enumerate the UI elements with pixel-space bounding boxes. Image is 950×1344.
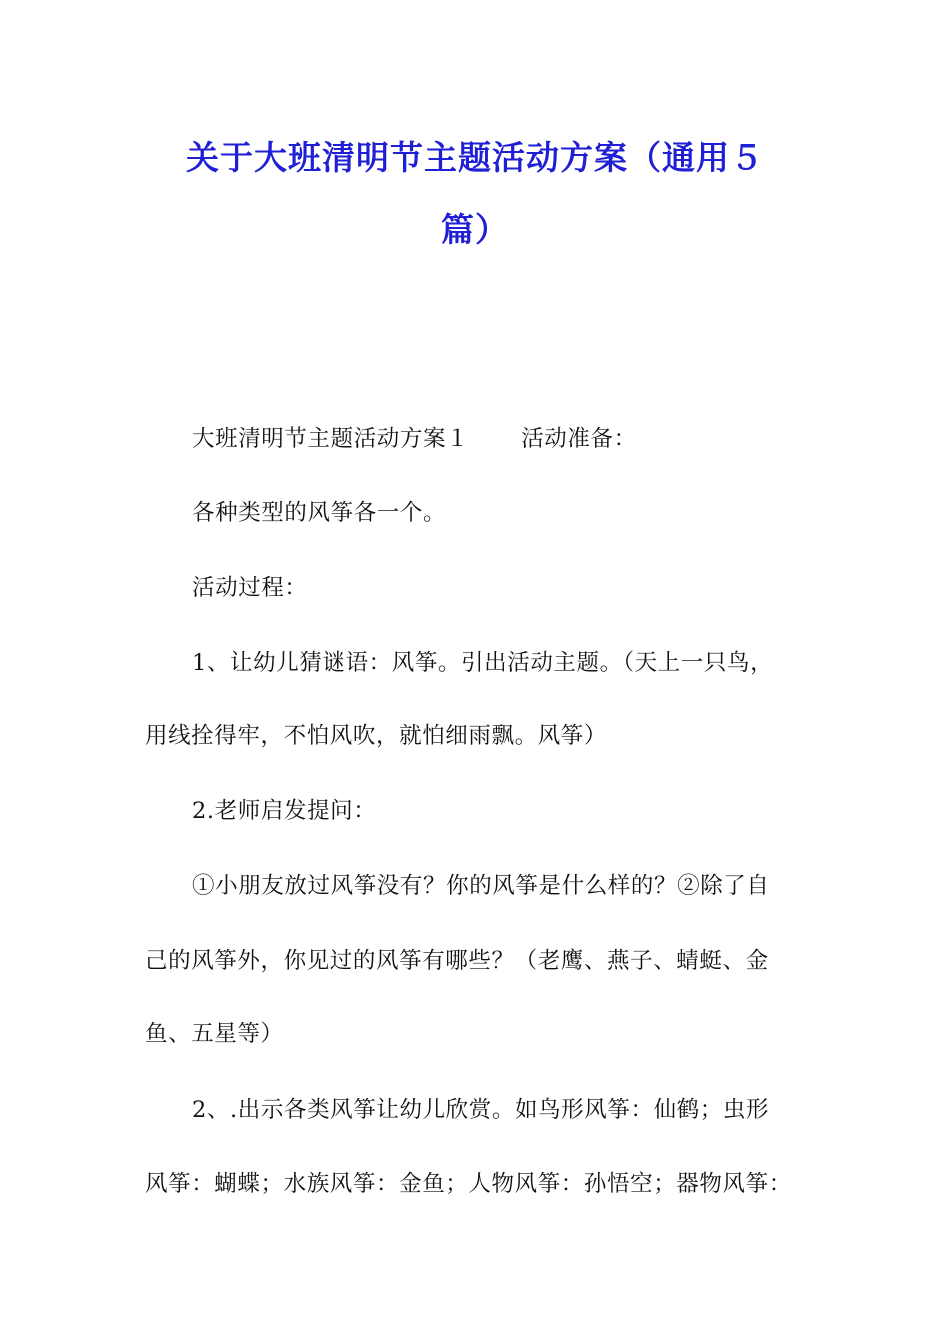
paragraph-line: 各种类型的风筝各一个。 <box>192 500 447 526</box>
paragraph-line: 活动过程： <box>192 575 308 601</box>
paragraph-line: ①小朋友放过风筝没有？你的风筝是什么样的？②除了自 <box>192 873 770 899</box>
paragraph-line: 1、让幼儿猜谜语：风筝。引出活动主题。（天上一只鸟， <box>192 650 774 676</box>
document-title-line-2: 篇） <box>441 210 509 249</box>
section-heading: 大班清明节主题活动方案１ <box>192 426 470 452</box>
paragraph-line: 己的风筝外，你见过的风筝有哪些？（老鹰、燕子、蜻蜓、金 <box>145 948 769 974</box>
paragraph-line: 鱼、五星等） <box>145 1021 284 1047</box>
paragraph-line: 用线拴得牢，不怕风吹，就怕细雨飘。风筝） <box>145 723 608 749</box>
subheading-activity-preparation: 活动准备： <box>521 426 637 452</box>
paragraph-line <box>192 421 637 453</box>
document-title-line-1: 关于大班清明节主题活动方案（通用５ <box>186 138 764 177</box>
paragraph-line: 风筝：蝴蝶；水族风筝：金鱼；人物风筝：孙悟空；器物风筝： <box>145 1171 792 1197</box>
paragraph-line: 2、.出示各类风筝让幼儿欣赏。如鸟形风筝：仙鹤；虫形 <box>192 1097 770 1123</box>
paragraph-line: 2.老师启发提问： <box>192 798 377 824</box>
